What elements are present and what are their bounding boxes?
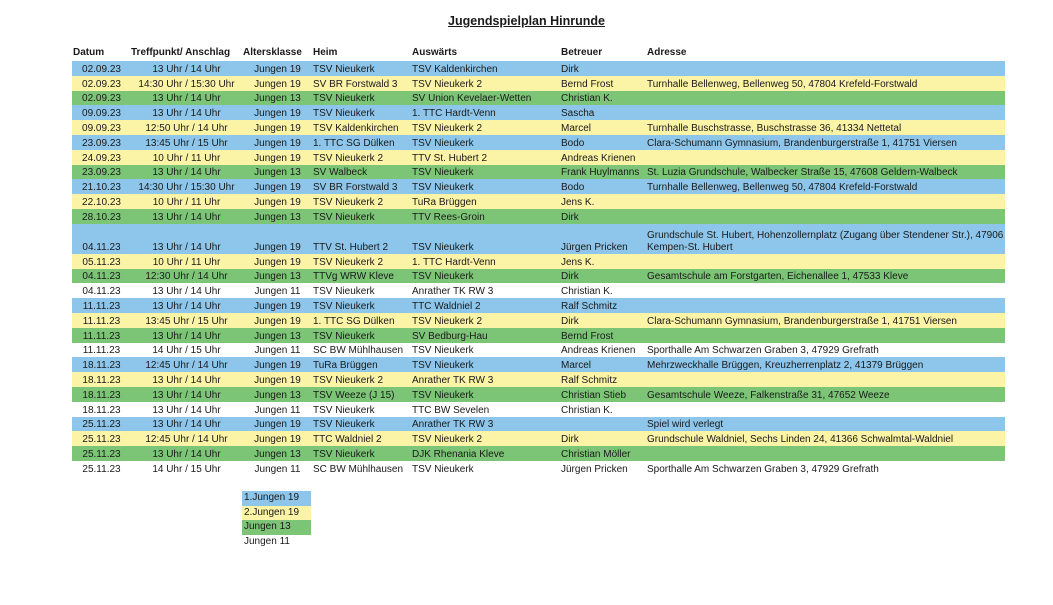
- cell-datum: 05.11.23: [72, 254, 130, 269]
- cell-adresse: Sporthalle Am Schwarzen Graben 3, 47929 Grefrath: [646, 461, 1005, 476]
- cell-heim: TSV Nieukerk: [312, 298, 411, 313]
- cell-adresse: [646, 372, 1005, 387]
- cell-treffpunkt: 12:50 Uhr / 14 Uhr: [130, 120, 242, 135]
- cell-auswaerts: TSV Nieukerk: [411, 179, 560, 194]
- cell-treffpunkt: 12:30 Uhr / 14 Uhr: [130, 269, 242, 284]
- cell-auswaerts: Anrather TK RW 3: [411, 283, 560, 298]
- cell-adresse: Turnhalle Buschstrasse, Buschstrasse 36, 41334 Nettetal: [646, 120, 1005, 135]
- cell-auswaerts: DJK Rhenania Kleve: [411, 446, 560, 461]
- table-row: [72, 343, 1005, 358]
- cell-datum: 02.09.23: [72, 61, 130, 76]
- cell-heim: TSV Nieukerk: [312, 61, 411, 76]
- table-row: [72, 209, 1005, 224]
- table-row: [72, 431, 1005, 446]
- cell-heim: TSV Nieukerk: [312, 402, 411, 417]
- cell-auswaerts: TSV Nieukerk: [411, 165, 560, 180]
- cell-adresse: [646, 283, 1005, 298]
- cell-datum: 18.11.23: [72, 387, 130, 402]
- legend-item: 1.Jungen 19: [242, 491, 311, 506]
- cell-heim: SV Walbeck: [312, 165, 411, 180]
- cell-auswaerts: TSV Nieukerk: [411, 343, 560, 358]
- cell-adresse: [646, 105, 1005, 120]
- cell-betreuer: Sascha: [560, 105, 646, 120]
- cell-altersklasse: Jungen 19: [242, 135, 312, 150]
- cell-datum: 23.09.23: [72, 165, 130, 180]
- cell-betreuer: Bodo: [560, 135, 646, 150]
- cell-adresse: [646, 61, 1005, 76]
- cell-heim: TSV Nieukerk: [312, 283, 411, 298]
- cell-auswaerts: TSV Nieukerk 2: [411, 431, 560, 446]
- cell-treffpunkt: 13:45 Uhr / 15 Uhr: [130, 135, 242, 150]
- cell-betreuer: Bodo: [560, 179, 646, 194]
- cell-altersklasse: Jungen 19: [242, 179, 312, 194]
- cell-datum: 11.11.23: [72, 328, 130, 343]
- cell-auswaerts: SV Bedburg-Hau: [411, 328, 560, 343]
- cell-altersklasse: Jungen 19: [242, 194, 312, 209]
- cell-adresse: [646, 194, 1005, 209]
- header-adresse: Adresse: [647, 47, 687, 58]
- cell-datum: 02.09.23: [72, 91, 130, 106]
- cell-betreuer: Christian K.: [560, 91, 646, 106]
- cell-datum: 22.10.23: [72, 194, 130, 209]
- cell-treffpunkt: 14:30 Uhr / 15:30 Uhr: [130, 76, 242, 91]
- cell-auswaerts: TSV Nieukerk: [411, 387, 560, 402]
- header-treffpunkt: Treffpunkt/ Anschlag: [131, 47, 231, 58]
- color-legend: [242, 491, 311, 549]
- cell-altersklasse: Jungen 13: [242, 91, 312, 106]
- schedule-table: [72, 44, 1005, 476]
- cell-datum: 21.10.23: [72, 179, 130, 194]
- cell-adresse: Gesamtschule Weeze, Falkenstraße 31, 47652 Weeze: [646, 387, 1005, 402]
- cell-datum: 23.09.23: [72, 135, 130, 150]
- cell-datum: 25.11.23: [72, 446, 130, 461]
- cell-treffpunkt: 13 Uhr / 14 Uhr: [130, 298, 242, 313]
- cell-betreuer: Andreas Krienen: [560, 150, 646, 165]
- cell-adresse: St. Luzia Grundschule, Walbecker Straße 15, 47608 Geldern-Walbeck: [646, 165, 1005, 180]
- cell-auswaerts: 1. TTC Hardt-Venn: [411, 254, 560, 269]
- cell-betreuer: Jürgen Pricken: [560, 461, 646, 476]
- header-heim: Heim: [313, 47, 338, 58]
- table-row: [72, 446, 1005, 461]
- table-row: [72, 135, 1005, 150]
- cell-auswaerts: TSV Kaldenkirchen: [411, 61, 560, 76]
- cell-betreuer: Christian Stieb: [560, 387, 646, 402]
- cell-datum: 04.11.23: [72, 224, 130, 254]
- cell-altersklasse: Jungen 13: [242, 269, 312, 284]
- cell-betreuer: Dirk: [560, 269, 646, 284]
- cell-treffpunkt: 13 Uhr / 14 Uhr: [130, 224, 242, 254]
- cell-heim: TSV Nieukerk 2: [312, 254, 411, 269]
- cell-altersklasse: Jungen 13: [242, 328, 312, 343]
- header-altersklasse: Altersklasse: [243, 47, 302, 58]
- cell-betreuer: [560, 417, 646, 432]
- cell-heim: TSV Nieukerk 2: [312, 194, 411, 209]
- cell-treffpunkt: 14 Uhr / 15 Uhr: [130, 343, 242, 358]
- cell-adresse: Spiel wird verlegt: [646, 417, 1005, 432]
- table-row: [72, 313, 1005, 328]
- cell-heim: TTVg WRW Kleve: [312, 269, 411, 284]
- cell-datum: 25.11.23: [72, 431, 130, 446]
- cell-adresse: [646, 150, 1005, 165]
- cell-altersklasse: Jungen 19: [242, 120, 312, 135]
- cell-heim: TSV Nieukerk: [312, 417, 411, 432]
- cell-treffpunkt: 13 Uhr / 14 Uhr: [130, 165, 242, 180]
- cell-datum: 24.09.23: [72, 150, 130, 165]
- cell-heim: TuRa Brüggen: [312, 357, 411, 372]
- header-auswaerts: Auswärts: [412, 47, 458, 58]
- cell-betreuer: Marcel: [560, 357, 646, 372]
- cell-heim: TSV Nieukerk: [312, 209, 411, 224]
- cell-treffpunkt: 13 Uhr / 14 Uhr: [130, 328, 242, 343]
- cell-datum: 02.09.23: [72, 76, 130, 91]
- cell-heim: TSV Nieukerk: [312, 328, 411, 343]
- cell-heim: 1. TTC SG Dülken: [312, 313, 411, 328]
- cell-treffpunkt: 10 Uhr / 11 Uhr: [130, 194, 242, 209]
- cell-adresse: Gesamtschule am Forstgarten, Eichenallee 1, 47533 Kleve: [646, 269, 1005, 284]
- cell-datum: 11.11.23: [72, 313, 130, 328]
- table-row: [72, 461, 1005, 476]
- cell-betreuer: Dirk: [560, 61, 646, 76]
- cell-betreuer: Dirk: [560, 209, 646, 224]
- legend-item: Jungen 11: [242, 535, 311, 550]
- cell-auswaerts: TTC Waldniel 2: [411, 298, 560, 313]
- cell-auswaerts: TSV Nieukerk 2: [411, 76, 560, 91]
- cell-adresse: Grundschule Waldniel, Sechs Linden 24, 41366 Schwalmtal-Waldniel: [646, 431, 1005, 446]
- table-row: [72, 387, 1005, 402]
- cell-datum: 18.11.23: [72, 372, 130, 387]
- cell-betreuer: Frank Huylmanns: [560, 165, 646, 180]
- table-row: [72, 61, 1005, 76]
- cell-heim: 1. TTC SG Dülken: [312, 135, 411, 150]
- cell-heim: TSV Nieukerk: [312, 446, 411, 461]
- cell-auswaerts: TSV Nieukerk: [411, 269, 560, 284]
- cell-betreuer: Ralf Schmitz: [560, 298, 646, 313]
- cell-datum: 09.09.23: [72, 120, 130, 135]
- cell-betreuer: Marcel: [560, 120, 646, 135]
- cell-altersklasse: Jungen 19: [242, 417, 312, 432]
- cell-treffpunkt: 13 Uhr / 14 Uhr: [130, 209, 242, 224]
- cell-altersklasse: Jungen 19: [242, 357, 312, 372]
- cell-adresse: Grundschule St. Hubert, Hohenzollernplatz (Zugang über Stendener Str.), 47906 Kempen-St. Hubert: [646, 224, 1005, 254]
- cell-altersklasse: Jungen 11: [242, 343, 312, 358]
- cell-auswaerts: SV Union Kevelaer-Wetten: [411, 91, 560, 106]
- cell-adresse: [646, 209, 1005, 224]
- table-row: [72, 224, 1005, 254]
- cell-altersklasse: Jungen 11: [242, 402, 312, 417]
- cell-altersklasse: Jungen 13: [242, 446, 312, 461]
- cell-betreuer: Bernd Frost: [560, 76, 646, 91]
- cell-altersklasse: Jungen 19: [242, 313, 312, 328]
- cell-adresse: [646, 298, 1005, 313]
- cell-adresse: Turnhalle Bellenweg, Bellenweg 50, 47804 Krefeld-Forstwald: [646, 179, 1005, 194]
- cell-altersklasse: Jungen 19: [242, 61, 312, 76]
- cell-heim: SC BW Mühlhausen: [312, 461, 411, 476]
- cell-datum: 11.11.23: [72, 343, 130, 358]
- table-row: [72, 372, 1005, 387]
- cell-datum: 18.11.23: [72, 402, 130, 417]
- cell-datum: 04.11.23: [72, 269, 130, 284]
- cell-heim: TSV Nieukerk 2: [312, 372, 411, 387]
- cell-auswaerts: TSV Nieukerk: [411, 135, 560, 150]
- cell-betreuer: Jürgen Pricken: [560, 224, 646, 254]
- cell-altersklasse: Jungen 19: [242, 76, 312, 91]
- cell-altersklasse: Jungen 19: [242, 150, 312, 165]
- table-row: [72, 179, 1005, 194]
- table-row: [72, 402, 1005, 417]
- cell-betreuer: Andreas Krienen: [560, 343, 646, 358]
- table-row: [72, 194, 1005, 209]
- table-row: [72, 105, 1005, 120]
- cell-betreuer: Ralf Schmitz: [560, 372, 646, 387]
- cell-treffpunkt: 13 Uhr / 14 Uhr: [130, 387, 242, 402]
- legend-item: 2.Jungen 19: [242, 506, 311, 521]
- cell-treffpunkt: 12:45 Uhr / 14 Uhr: [130, 431, 242, 446]
- cell-treffpunkt: 14 Uhr / 15 Uhr: [130, 461, 242, 476]
- cell-auswaerts: TSV Nieukerk 2: [411, 313, 560, 328]
- table-row: [72, 417, 1005, 432]
- cell-altersklasse: Jungen 11: [242, 461, 312, 476]
- cell-adresse: [646, 446, 1005, 461]
- cell-datum: 25.11.23: [72, 461, 130, 476]
- cell-auswaerts: 1. TTC Hardt-Venn: [411, 105, 560, 120]
- cell-altersklasse: Jungen 19: [242, 224, 312, 254]
- cell-datum: 25.11.23: [72, 417, 130, 432]
- cell-auswaerts: TTV Rees-Groin: [411, 209, 560, 224]
- cell-treffpunkt: 10 Uhr / 11 Uhr: [130, 254, 242, 269]
- header-datum: Datum: [73, 47, 105, 58]
- cell-altersklasse: Jungen 13: [242, 209, 312, 224]
- table-row: [72, 91, 1005, 106]
- cell-treffpunkt: 13:45 Uhr / 15 Uhr: [130, 313, 242, 328]
- cell-auswaerts: TSV Nieukerk: [411, 461, 560, 476]
- cell-treffpunkt: 10 Uhr / 11 Uhr: [130, 150, 242, 165]
- cell-heim: SV BR Forstwald 3: [312, 76, 411, 91]
- cell-betreuer: Jens K.: [560, 254, 646, 269]
- cell-adresse: [646, 254, 1005, 269]
- cell-auswaerts: Anrather TK RW 3: [411, 417, 560, 432]
- cell-treffpunkt: 13 Uhr / 14 Uhr: [130, 283, 242, 298]
- cell-auswaerts: TuRa Brüggen: [411, 194, 560, 209]
- page-title: Jugendspielplan Hinrunde: [448, 14, 605, 28]
- table-row: [72, 298, 1005, 313]
- cell-betreuer: Christian Möller: [560, 446, 646, 461]
- cell-heim: TSV Kaldenkirchen: [312, 120, 411, 135]
- cell-heim: SC BW Mühlhausen: [312, 343, 411, 358]
- cell-adresse: Clara-Schumann Gymnasium, Brandenburgerstraße 1, 41751 Viersen: [646, 135, 1005, 150]
- table-row: [72, 328, 1005, 343]
- cell-adresse: Sporthalle Am Schwarzen Graben 3, 47929 Grefrath: [646, 343, 1005, 358]
- cell-altersklasse: Jungen 13: [242, 165, 312, 180]
- table-row: [72, 269, 1005, 284]
- table-row: [72, 165, 1005, 180]
- cell-betreuer: Christian K.: [560, 283, 646, 298]
- cell-treffpunkt: 13 Uhr / 14 Uhr: [130, 105, 242, 120]
- table-row: [72, 283, 1005, 298]
- cell-treffpunkt: 14:30 Uhr / 15:30 Uhr: [130, 179, 242, 194]
- cell-adresse: Mehrzweckhalle Brüggen, Kreuzherrenplatz 2, 41379 Brüggen: [646, 357, 1005, 372]
- cell-heim: TSV Nieukerk 2: [312, 150, 411, 165]
- table-row: [72, 150, 1005, 165]
- cell-auswaerts: TTV St. Hubert 2: [411, 150, 560, 165]
- cell-heim: SV BR Forstwald 3: [312, 179, 411, 194]
- cell-altersklasse: Jungen 19: [242, 105, 312, 120]
- cell-heim: TTV St. Hubert 2: [312, 224, 411, 254]
- cell-datum: 09.09.23: [72, 105, 130, 120]
- cell-betreuer: Dirk: [560, 431, 646, 446]
- table-header-row: [72, 44, 1005, 61]
- cell-betreuer: Bernd Frost: [560, 328, 646, 343]
- legend-item: Jungen 13: [242, 520, 311, 535]
- cell-altersklasse: Jungen 19: [242, 431, 312, 446]
- cell-treffpunkt: 13 Uhr / 14 Uhr: [130, 372, 242, 387]
- cell-datum: 18.11.23: [72, 357, 130, 372]
- cell-heim: TTC Waldniel 2: [312, 431, 411, 446]
- cell-treffpunkt: 13 Uhr / 14 Uhr: [130, 446, 242, 461]
- cell-auswaerts: TSV Nieukerk 2: [411, 120, 560, 135]
- cell-auswaerts: TSV Nieukerk: [411, 224, 560, 254]
- cell-treffpunkt: 13 Uhr / 14 Uhr: [130, 417, 242, 432]
- cell-heim: TSV Nieukerk: [312, 105, 411, 120]
- table-row: [72, 357, 1005, 372]
- cell-auswaerts: TSV Nieukerk: [411, 357, 560, 372]
- cell-adresse: Turnhalle Bellenweg, Bellenweg 50, 47804 Krefeld-Forstwald: [646, 76, 1005, 91]
- cell-treffpunkt: 13 Uhr / 14 Uhr: [130, 61, 242, 76]
- cell-adresse: [646, 402, 1005, 417]
- table-row: [72, 120, 1005, 135]
- cell-treffpunkt: 13 Uhr / 14 Uhr: [130, 91, 242, 106]
- cell-adresse: Clara-Schumann Gymnasium, Brandenburgerstraße 1, 41751 Viersen: [646, 313, 1005, 328]
- cell-adresse: [646, 328, 1005, 343]
- cell-datum: 04.11.23: [72, 283, 130, 298]
- cell-altersklasse: Jungen 19: [242, 372, 312, 387]
- cell-datum: 28.10.23: [72, 209, 130, 224]
- cell-treffpunkt: 12:45 Uhr / 14 Uhr: [130, 357, 242, 372]
- cell-altersklasse: Jungen 13: [242, 387, 312, 402]
- cell-auswaerts: TTC BW Sevelen: [411, 402, 560, 417]
- cell-altersklasse: Jungen 19: [242, 254, 312, 269]
- cell-altersklasse: Jungen 19: [242, 298, 312, 313]
- cell-betreuer: Christian K.: [560, 402, 646, 417]
- cell-heim: TSV Weeze (J 15): [312, 387, 411, 402]
- cell-altersklasse: Jungen 11: [242, 283, 312, 298]
- cell-auswaerts: Anrather TK RW 3: [411, 372, 560, 387]
- cell-adresse: [646, 91, 1005, 106]
- cell-heim: TSV Nieukerk: [312, 91, 411, 106]
- table-row: [72, 76, 1005, 91]
- table-row: [72, 254, 1005, 269]
- cell-betreuer: Jens K.: [560, 194, 646, 209]
- cell-betreuer: Dirk: [560, 313, 646, 328]
- cell-treffpunkt: 13 Uhr / 14 Uhr: [130, 402, 242, 417]
- cell-datum: 11.11.23: [72, 298, 130, 313]
- header-betreuer: Betreuer: [561, 47, 603, 58]
